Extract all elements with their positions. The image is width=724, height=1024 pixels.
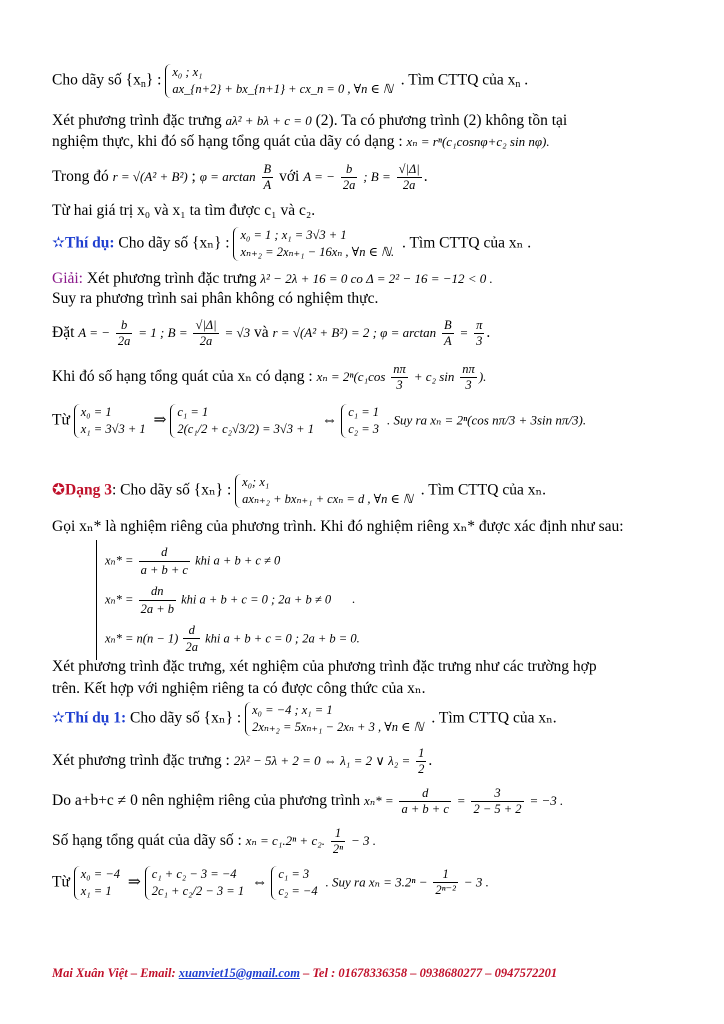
from2-system3 (271, 866, 321, 900)
implies-symbol: ⇒ (153, 411, 167, 429)
frac-den: 2a + b (140, 601, 174, 616)
frac-b-2a (116, 318, 133, 349)
case-cond: khi a + b + c ≠ 0 (195, 553, 281, 568)
example2-line (52, 702, 557, 736)
frac-num: dn (139, 583, 176, 601)
intro-lead: Cho dãy số {x (52, 71, 141, 89)
case-row (105, 622, 360, 657)
row: 2xₙ₊₂ = 5xₙ₊₁ − 2xₙ + 3 , ∀n ∈ ℕ (252, 719, 424, 734)
solution-text: Xét phương trình đặc trưng (86, 270, 257, 287)
where-text: Trong đó (52, 168, 109, 186)
example2-lead: Cho dãy số {xₙ} : (130, 709, 242, 727)
row: c₂ = −4 (278, 883, 318, 898)
footer-author: Mai Xuân Việt – Email: (52, 966, 179, 980)
frac-num: √|Δ| (195, 318, 217, 332)
part-text: Do a+b+c ≠ 0 nên nghiệm riêng của phương trình (52, 792, 361, 810)
frac-den: 2ⁿ⁻² (435, 883, 456, 898)
cases-bracket (96, 540, 364, 660)
badge-icon: ✪ (52, 481, 65, 499)
genterm-eq: xₙ = c₁.2ⁿ + c₂. (245, 833, 325, 849)
genterm-end: − 3 . (350, 833, 376, 849)
char-eq-text: Xét phương trình đặc trưng (52, 112, 222, 129)
from-text: Từ (52, 873, 70, 891)
phi-formula: φ = arctan (199, 169, 256, 185)
form3-title: Dạng 3 (65, 481, 112, 499)
example2-tail: . Tìm CTTQ của xₙ. (431, 709, 557, 727)
frac-num: nπ (462, 362, 475, 376)
case-row (105, 583, 360, 618)
frac-B-A (262, 162, 274, 193)
intro-lead2: } : (145, 71, 162, 89)
frac-num: 1 (331, 826, 345, 842)
cases-dot: . (352, 592, 356, 606)
row: c₂ = 3 (348, 421, 380, 436)
from2-line (52, 866, 489, 900)
case-lhs: xₙ* = n(n − 1) (105, 630, 179, 645)
frac-den: 2 (418, 762, 425, 776)
row: x₀ = −4 (80, 867, 121, 881)
example2-title: Thí dụ 1: (65, 709, 127, 727)
intro-line: Cho dãy số {xn} : x₀ ; x₁ ax_{n+2} + bx_{n+1} + cx_n = 0 , ∀n ∈ ℕ . Tìm CTTQ của xn . (52, 65, 529, 96)
row: axₙ₊₂ + bxₙ₊₁ + cxₙ = d , ∀n ∈ ℕ (242, 491, 413, 506)
set-A: A = − (78, 325, 111, 341)
implies-symbol: ⇒ (127, 873, 141, 891)
footer-email-link[interactable]: xuanviet15@gmail.com (178, 966, 300, 980)
part-end: = −3 . (529, 793, 564, 809)
frac-den: 3 (465, 378, 472, 392)
general-form-text: nghiệm thực, khi đó số hạng tổng quát của dãy có dạng : (52, 133, 403, 150)
frac-num: d (139, 544, 190, 562)
general-form-line (52, 133, 550, 152)
set-B: = 1 ; B = (138, 325, 188, 341)
from2-system2 (145, 866, 248, 900)
frac-num: d (399, 786, 450, 802)
frac-den: A (263, 178, 272, 192)
frac-den: 2ⁿ (332, 842, 344, 856)
frac-num: 3 (471, 786, 523, 802)
frac-npi-3 (391, 362, 408, 393)
from2-end: − 3 . (463, 874, 489, 890)
row: 2(c₁/2 + c₂√3/2) = 3√3 + 1 (177, 421, 314, 436)
frac-den: 2a (199, 334, 213, 348)
form3-lead: : Cho dãy số {xₙ} : (111, 481, 232, 499)
frac-num: d (183, 622, 200, 640)
solution-label: Giải: (52, 270, 83, 287)
case-cond: khi a + b + c = 0 ; 2a + b = 0. (205, 630, 360, 645)
from-text: Từ (52, 411, 70, 429)
set-text: Đặt (52, 324, 75, 342)
frac-pi-3 (474, 318, 484, 349)
frac-num: √|Δ| (398, 162, 420, 176)
r-formula: r = √(A² + B²) (112, 169, 188, 185)
form3-line (52, 474, 546, 508)
frac-num: 1 (418, 746, 425, 760)
from2-result: . Suy ra xₙ = 3.2ⁿ − (325, 874, 428, 890)
after1-line (52, 658, 597, 677)
from1-system2 (170, 404, 318, 438)
row: c₁ = 1 (177, 405, 209, 419)
from2-system1 (74, 866, 124, 900)
set-B-value: = √3 (224, 325, 251, 341)
char2-eq: 2λ² − 5λ + 2 = 0 ⇔ λ₁ = 2 ∨ λ₂ = (233, 753, 411, 769)
from1-system1 (74, 404, 150, 438)
frac-delta-2a (193, 318, 218, 349)
intro-system (165, 64, 397, 98)
cases-block (96, 540, 364, 660)
after1-text: Xét phương trình đặc trưng, xét nghiệm của phương trình đặc trưng như các trường hợp (52, 658, 597, 675)
frac-den: 2 − 5 + 2 (473, 802, 522, 816)
A-formula: A = − (303, 169, 335, 185)
example1-tail: . Tìm CTTQ của xₙ . (401, 234, 532, 252)
example1-lead: Cho dãy số {xₙ} : (118, 234, 230, 252)
row: x₀ = −4 ; x₁ = 1 (252, 703, 333, 717)
iff-symbol: ⇔ (251, 873, 268, 891)
frac-den: a + b + c (401, 802, 449, 816)
no-real-root-text: Suy ra phương trình sai phân không có nghiệm thực. (52, 290, 379, 307)
frac-den: 3 (476, 334, 483, 348)
case-lhs: xₙ* = (105, 592, 134, 606)
frac-npi-3 (460, 362, 477, 393)
from1-line (52, 404, 586, 438)
set-r-phi: r = √(A² + B²) = 2 ; φ = arctan (272, 325, 437, 341)
example1-system (233, 227, 398, 261)
case-cond: khi a + b + c = 0 ; 2a + b ≠ 0 (181, 592, 332, 606)
frac-den: 2a (185, 640, 198, 655)
row: x₁ = 1 (80, 883, 112, 898)
with-text: với (279, 168, 300, 186)
char-eq-text2: (2). Ta có phương trình (2) không tồn tại (315, 112, 568, 129)
char2-text: Xét phương trình đặc trưng : (52, 752, 230, 770)
footer (52, 966, 557, 981)
intro-system-row2: ax_{n+2} + bx_{n+1} + cx_n = 0 , ∀n ∈ ℕ (172, 81, 393, 96)
example2-system (245, 702, 427, 736)
frac-num: B (443, 318, 452, 332)
example1-line (52, 227, 531, 261)
from1-result: . Suy ra xₙ = 2ⁿ(cos nπ/3 + 3sin nπ/3). (386, 412, 587, 428)
intro-tail2: . (520, 71, 529, 89)
footer-phones: – Tel : 01678336358 – 0938680277 – 0947572201 (299, 966, 558, 980)
frac-den: a + b + c (140, 562, 188, 577)
gen-form-text: Khi đó số hạng tổng quát của xₙ có dạng : (52, 368, 313, 386)
row: x₀; x₁ (242, 475, 270, 489)
star-icon: ✫ (52, 234, 65, 252)
equals: = (456, 793, 466, 809)
example1-row2: xₙ₊₂ = 2xₙ₊₁ − 16xₙ , ∀n ∈ ℕ. (240, 244, 395, 259)
gen-form-mid: + c₂ sin (413, 369, 455, 385)
where-line: Trong đó r = √(A² + B²) ; φ = arctan $\frac{B}{A}$ với A = − $\frac{b}{2a}$ ; B = $\frac{√|\Delta|}{2a}$ . (52, 162, 428, 192)
case-lhs: xₙ* = (105, 553, 134, 568)
semi: ; (191, 168, 196, 186)
from1-system3 (341, 404, 383, 438)
frac-den: 3 (396, 378, 403, 392)
frac-b-2a (341, 162, 358, 193)
part-eq: xₙ* = (364, 793, 394, 809)
row: c₁ = 1 (348, 405, 380, 419)
gen-form-eq: xₙ = 2ⁿ(c₁cos (316, 369, 386, 385)
char2-line (52, 746, 432, 777)
star-icon: ✫ (52, 709, 65, 727)
row: x₀ = 1 (80, 405, 112, 419)
frac-num: 1 (433, 867, 458, 883)
general-form-formula: xₙ = rⁿ(c₁cosnφ+c₂ sin nφ). (406, 134, 550, 149)
frac-den: 2a (117, 334, 131, 348)
intro-system-row1: x₀ ; x₁ (172, 65, 203, 79)
part-line (52, 786, 563, 817)
particular-text: Gọi xₙ* là nghiệm riêng của phương trình. Khi đó nghiệm riêng xₙ* được xác định như sau: (52, 518, 624, 535)
after2-text: trên. Kết hợp với nghiệm riêng ta có được công thức của xₙ. (52, 680, 426, 697)
frac-den: A (443, 334, 452, 348)
frac-den: 2a (342, 178, 356, 192)
genterm-line (52, 826, 376, 857)
form3-system (235, 474, 417, 508)
frac-num: b (341, 162, 358, 178)
gen-form-line (52, 362, 486, 393)
frac-delta-2a (397, 162, 422, 193)
dot: . (428, 752, 433, 770)
intro-tail: . Tìm CTTQ của x (400, 71, 516, 89)
example1-row1: x₀ = 1 ; x₁ = 3√3 + 1 (240, 228, 347, 242)
after2-line (52, 680, 426, 699)
frac-num: π (476, 318, 483, 332)
iff-symbol: ⇔ (321, 411, 338, 429)
solution-line (52, 270, 493, 289)
example1-title: Thí dụ: (65, 234, 115, 252)
frac-num: b (116, 318, 133, 334)
row: x₁ = 3√3 + 1 (80, 421, 146, 436)
particular-line (52, 518, 624, 537)
dot: . (486, 324, 491, 342)
set-line (52, 318, 490, 349)
B-formula: ; B = (363, 169, 391, 185)
solution-formula: λ² − 2λ + 16 = 0 co Δ = 2² − 16 = −12 < 0 . (260, 271, 493, 286)
and-text: và (253, 324, 269, 342)
no-real-root-line (52, 290, 378, 309)
char-eq-line (52, 112, 567, 131)
row: c₁ = 3 (278, 867, 310, 881)
row: 2c₁ + c₂/2 − 3 = 1 (151, 883, 245, 898)
genterm-text: Số hạng tổng quát của dãy số : (52, 832, 242, 850)
form3-tail: . Tìm CTTQ của xₙ. (420, 481, 547, 499)
frac-B-A (442, 318, 454, 349)
c-values-line (52, 202, 315, 221)
frac-num: B (263, 162, 272, 176)
frac-num: nπ (393, 362, 406, 376)
gen-form-end: ). (478, 369, 487, 385)
case-row (105, 544, 360, 579)
frac-den: 2a (402, 178, 416, 192)
char-eq-formula: aλ² + bλ + c = 0 (225, 113, 312, 128)
row: c₁ + c₂ − 3 = −4 (151, 867, 237, 881)
equals: = (459, 325, 469, 341)
c-values-text: Từ hai giá trị x₀ và x₁ ta tìm được c₁ và c₂. (52, 202, 316, 219)
